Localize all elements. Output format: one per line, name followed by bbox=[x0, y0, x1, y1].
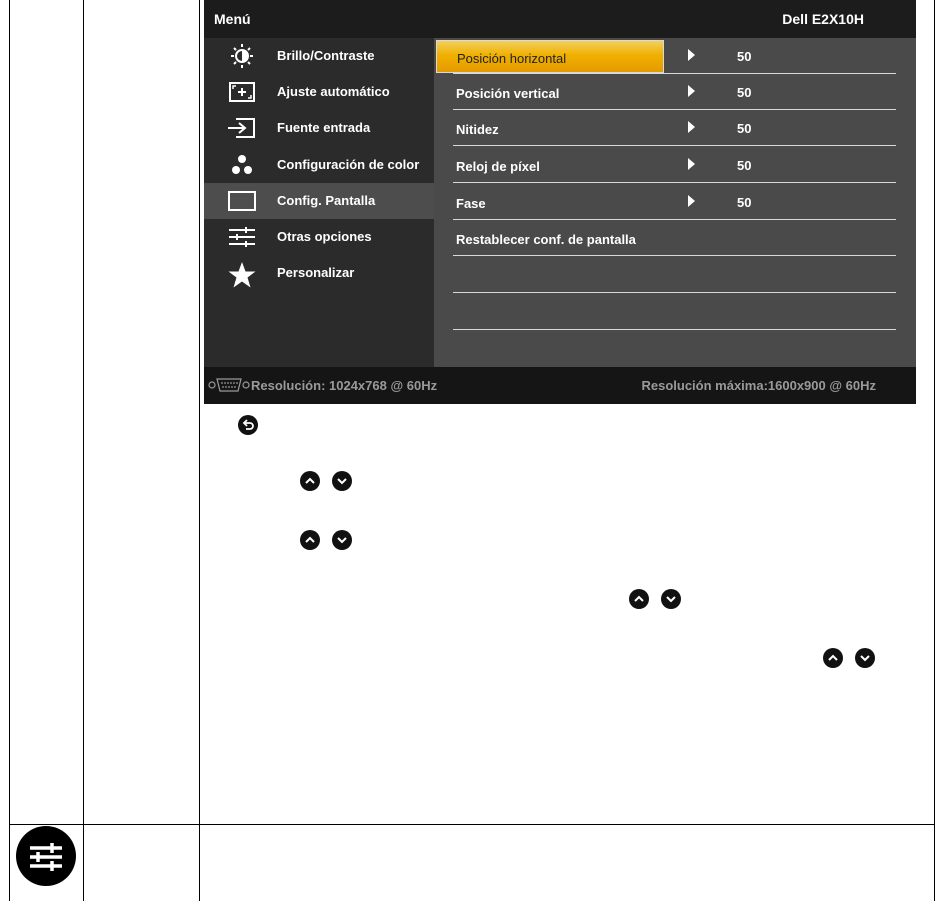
current-resolution: Resolución: 1024x768 @ 60Hz bbox=[251, 378, 438, 393]
table-border-col2 bbox=[83, 0, 84, 901]
other-settings-icon bbox=[16, 826, 76, 886]
brightness-contrast-icon bbox=[226, 44, 258, 68]
chevron-right-icon bbox=[688, 49, 695, 61]
setting-label: Posición vertical bbox=[456, 86, 560, 101]
row-divider bbox=[453, 145, 896, 146]
chevron-up-icon bbox=[629, 589, 649, 609]
table-border-right bbox=[934, 0, 935, 901]
osd-model-name: Dell E2X10H bbox=[782, 11, 864, 27]
osd-main-menu bbox=[204, 38, 434, 367]
chevron-right-icon bbox=[688, 158, 695, 170]
setting-row-vertical-position[interactable] bbox=[453, 74, 896, 110]
menu-item-personalize[interactable] bbox=[204, 255, 434, 291]
chevron-down-icon bbox=[661, 589, 681, 609]
setting-value: 50 bbox=[737, 195, 752, 210]
osd-footer bbox=[204, 367, 916, 404]
setting-label: Posición horizontal bbox=[457, 51, 567, 66]
up-button[interactable] bbox=[300, 471, 320, 491]
setting-row-sharpness[interactable] bbox=[453, 110, 896, 146]
down-button[interactable] bbox=[661, 589, 681, 609]
chevron-right-icon bbox=[688, 85, 695, 97]
display-settings-icon bbox=[226, 189, 258, 213]
chevron-down-icon bbox=[332, 530, 352, 550]
down-button[interactable] bbox=[332, 530, 352, 550]
max-resolution: Resolución máxima:1600x900 @ 60Hz bbox=[641, 378, 876, 393]
row-divider bbox=[453, 255, 896, 256]
down-button[interactable] bbox=[855, 648, 875, 668]
row-divider bbox=[453, 182, 896, 183]
back-icon bbox=[238, 415, 258, 435]
setting-value: 50 bbox=[737, 85, 752, 100]
setting-row-phase[interactable] bbox=[453, 184, 896, 220]
setting-label: Nitidez bbox=[456, 122, 499, 137]
other-settings-icon bbox=[226, 225, 258, 249]
row-divider bbox=[453, 329, 896, 330]
menu-item-label: Ajuste automático bbox=[277, 84, 390, 99]
row-divider bbox=[453, 292, 896, 293]
osd-header bbox=[204, 0, 916, 38]
setting-value: 50 bbox=[737, 49, 752, 64]
chevron-right-icon bbox=[688, 195, 695, 207]
chevron-up-icon bbox=[300, 530, 320, 550]
setting-value: 50 bbox=[737, 121, 752, 136]
menu-item-input-source[interactable] bbox=[204, 110, 434, 146]
chevron-up-icon bbox=[823, 648, 843, 668]
table-border-col3 bbox=[199, 0, 200, 901]
down-button[interactable] bbox=[332, 471, 352, 491]
setting-value: 50 bbox=[737, 158, 752, 173]
chevron-down-icon bbox=[855, 648, 875, 668]
menu-item-label: Configuración de color bbox=[277, 157, 420, 172]
menu-item-label: Config. Pantalla bbox=[277, 193, 376, 208]
chevron-right-icon bbox=[688, 121, 695, 133]
setting-row-reset-display[interactable] bbox=[453, 220, 896, 256]
menu-item-label: Personalizar bbox=[277, 265, 355, 280]
setting-row-empty bbox=[453, 294, 896, 330]
setting-label: Restablecer conf. de pantalla bbox=[456, 232, 636, 247]
menu-item-auto-adjust[interactable] bbox=[204, 74, 434, 110]
color-settings-icon bbox=[226, 153, 258, 177]
back-button[interactable] bbox=[238, 415, 258, 435]
vga-connector-icon bbox=[207, 377, 251, 393]
up-button[interactable] bbox=[629, 589, 649, 609]
input-source-icon bbox=[226, 116, 258, 140]
setting-row-empty bbox=[453, 257, 896, 293]
osd-title: Menú bbox=[214, 11, 251, 27]
chevron-down-icon bbox=[332, 471, 352, 491]
setting-row-pixel-clock[interactable] bbox=[453, 147, 896, 183]
osd-menu bbox=[204, 0, 916, 404]
up-button[interactable] bbox=[823, 648, 843, 668]
setting-label: Fase bbox=[456, 196, 486, 211]
menu-item-label: Otras opciones bbox=[277, 229, 372, 244]
menu-item-color-settings[interactable] bbox=[204, 147, 434, 183]
star-icon bbox=[226, 261, 258, 289]
menu-item-display-settings[interactable] bbox=[204, 183, 434, 219]
menu-item-label: Brillo/Contraste bbox=[277, 48, 375, 63]
setting-row-horizontal-position[interactable] bbox=[453, 38, 896, 74]
chevron-up-icon bbox=[300, 471, 320, 491]
setting-label: Reloj de píxel bbox=[456, 159, 540, 174]
menu-item-brightness-contrast[interactable] bbox=[204, 38, 434, 74]
auto-adjust-icon bbox=[226, 80, 258, 104]
up-button[interactable] bbox=[300, 530, 320, 550]
menu-item-other-settings[interactable] bbox=[204, 219, 434, 255]
table-row-divider bbox=[9, 824, 935, 825]
menu-item-label: Fuente entrada bbox=[277, 120, 371, 135]
table-border-left bbox=[9, 0, 10, 901]
